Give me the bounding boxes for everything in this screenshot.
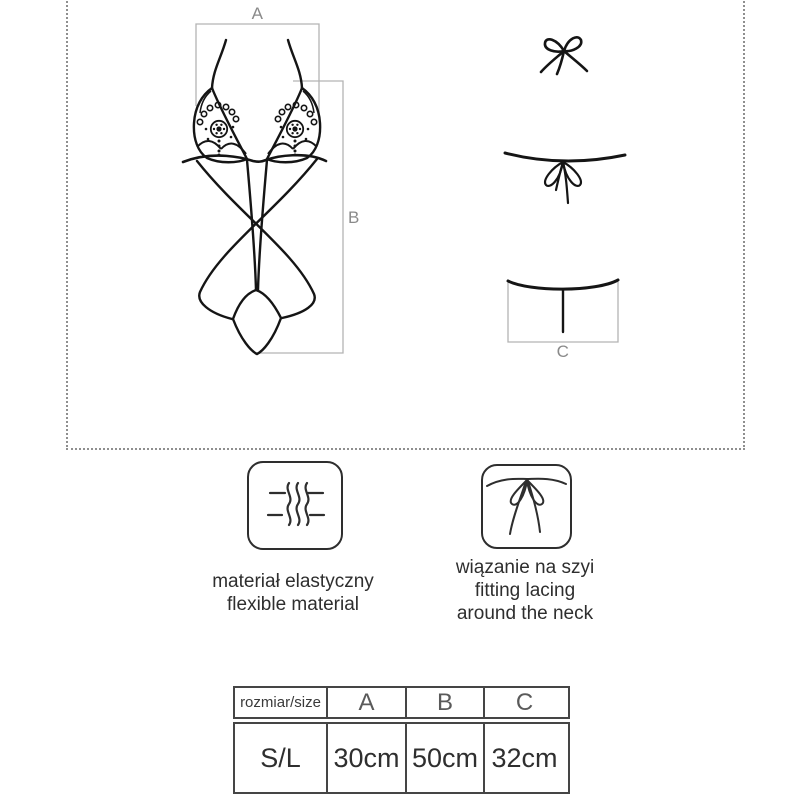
caption-line: wiązanie na szyi (455, 557, 595, 578)
table-value-c: 32cm (483, 724, 564, 792)
size-table-header (233, 686, 570, 719)
bow-icon (483, 466, 570, 547)
elastic-material-icon (247, 461, 343, 550)
table-value-b: 50cm (405, 724, 483, 792)
table-row-size: S/L (260, 742, 301, 773)
size-table-row (233, 722, 570, 794)
measurement-diagram-frame (66, 0, 745, 450)
table-header-col-a: A (326, 688, 405, 717)
elastic-material-caption (173, 570, 413, 616)
table-value-a: 30cm (326, 724, 405, 792)
table-header-size-label: rozmiar/size (240, 694, 321, 711)
dimension-label-c: C (556, 342, 570, 361)
table-header-col-c: C (483, 688, 564, 717)
dimension-label-a: A (251, 4, 264, 23)
caption-line: flexible material (227, 594, 359, 615)
wavy-lines-icon (249, 463, 341, 548)
caption-line: around the neck (456, 603, 594, 624)
dimension-label-b: B (348, 208, 360, 227)
caption-line: fitting lacing (474, 580, 576, 601)
neck-lacing-icon (481, 464, 572, 549)
table-header-col-b: B (405, 688, 483, 717)
caption-line: materiał elastyczny (212, 571, 374, 592)
neck-lacing-caption (405, 556, 645, 625)
